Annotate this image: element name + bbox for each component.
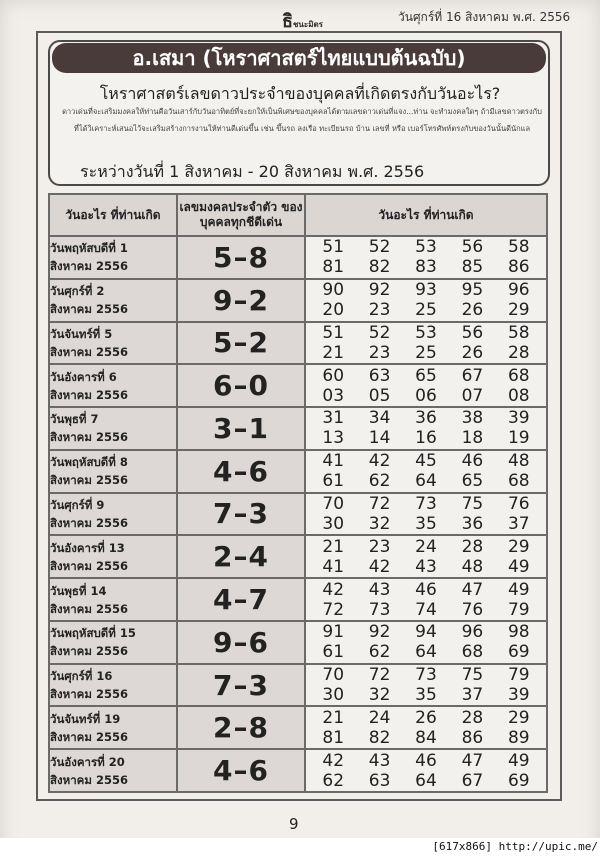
lucky-number: 67	[461, 770, 484, 791]
lucky-number: 76	[461, 599, 484, 620]
lucky-number: 26	[415, 707, 437, 728]
lucky-number: 46	[461, 451, 484, 472]
lucky-number: 95	[461, 280, 484, 301]
lucky-number: 31	[322, 408, 345, 429]
lucky-number: 56	[461, 322, 484, 343]
lucky-number: 43	[415, 556, 437, 577]
lucky-number: 28	[461, 536, 484, 557]
lucky-number: 41	[322, 556, 345, 577]
day-date: สิงหาคม 2556	[50, 344, 128, 359]
lucky-pair-cell: 4–6	[177, 450, 305, 493]
lucky-number: 72	[322, 599, 345, 620]
lucky-pair-cell: 9–2	[177, 279, 305, 322]
lucky-number: 86	[461, 727, 484, 748]
lucky-number: 73	[415, 665, 437, 686]
lucky-number: 14	[368, 428, 391, 449]
lucky-number: 53	[415, 237, 437, 258]
lucky-number: 46	[415, 750, 437, 771]
lucky-number: 73	[415, 493, 437, 514]
lucky-number: 69	[507, 770, 530, 791]
lucky-number: 16	[415, 428, 437, 449]
lucky-pair-cell: 7–3	[177, 664, 305, 707]
number-grid	[306, 451, 546, 491]
lucky-number: 43	[368, 579, 391, 600]
lucky-number: 84	[415, 727, 437, 748]
number-grid	[306, 494, 546, 534]
lucky-number: 25	[415, 342, 437, 363]
lucky-number: 26	[461, 342, 484, 363]
lucky-number: 94	[415, 622, 437, 643]
header-birth-day: วันอะไร ที่ท่านเกิด	[49, 194, 177, 236]
lucky-number: 39	[507, 408, 530, 429]
number-grid	[306, 237, 546, 277]
lucky-number: 29	[507, 536, 530, 557]
number-list-cell	[305, 322, 547, 365]
birth-day-cell	[49, 493, 177, 536]
day-date: สิงหาคม 2556	[50, 729, 128, 744]
lucky-number: 83	[415, 257, 437, 278]
lucky-number: 52	[368, 322, 391, 343]
lucky-number: 68	[507, 471, 530, 492]
day-label: วันศุกร์ที่ 9	[50, 497, 105, 512]
birth-day-cell	[49, 749, 177, 792]
lucky-number: 41	[322, 451, 345, 472]
lucky-number: 96	[507, 280, 530, 301]
table-row	[49, 279, 547, 322]
table-row	[49, 664, 547, 707]
lucky-number: 21	[322, 536, 345, 557]
day-label: วันอังคารที่ 20	[50, 754, 125, 769]
lucky-number: 32	[368, 685, 391, 706]
lucky-number: 49	[507, 556, 530, 577]
lucky-number: 36	[461, 513, 484, 534]
lucky-number: 70	[322, 665, 345, 686]
lucky-number: 48	[507, 451, 530, 472]
lucky-number: 65	[415, 365, 437, 386]
lucky-number: 72	[368, 493, 391, 514]
lucky-number: 58	[507, 322, 530, 343]
lucky-number: 30	[322, 513, 345, 534]
lucky-number: 64	[415, 642, 437, 663]
issue-date: วันศุกร์ที่ 16 สิงหาคม พ.ศ. 2556	[398, 10, 571, 24]
article-intro: ดาวเด่นที่จะเสริมมงคลให้ท่านคือวันเสาร์กับวันอาทิตย์ที่จะยกให้เป็นพิเศษของบุคคลได้ตามเลขดาวเด่นที่แจง...ท่าน จะทำมงคลใดๆ ถ้ามีเลขดาวตรงกับที่ได้วิเคราะห์เสนอไว้จะเสริมสร้างการงานให้ท่านดีเด่นขึ้น เช่น ขึ้นรถ ลงเรือ ทะเบียนรถ บ้าน เลขที่ หรือ เบอร์โทรศัพท์ตรงกับของวันนั้นดีนักแล	[62, 107, 542, 133]
lucky-number: 60	[322, 365, 345, 386]
lucky-number: 62	[368, 471, 391, 492]
lucky-number: 29	[507, 300, 530, 321]
number-grid	[306, 280, 546, 320]
lucky-number: 46	[415, 579, 437, 600]
lucky-number: 82	[368, 257, 391, 278]
number-list-cell	[305, 407, 547, 450]
lucky-number: 92	[368, 280, 391, 301]
lucky-number: 79	[507, 599, 530, 620]
number-list-cell	[305, 749, 547, 792]
lucky-number: 76	[507, 493, 530, 514]
lucky-number: 51	[322, 322, 345, 343]
page-number: 9	[289, 815, 299, 833]
lucky-number: 74	[415, 599, 437, 620]
number-grid	[306, 622, 546, 662]
number-list-cell	[305, 279, 547, 322]
number-grid	[306, 751, 546, 791]
lucky-number: 28	[507, 342, 530, 363]
lucky-pair-cell: 4–7	[177, 578, 305, 621]
lucky-pair-cell: 9–6	[177, 621, 305, 664]
header-numbers: วันอะไร ที่ท่านเกิด	[305, 194, 547, 236]
table-row	[49, 621, 547, 664]
table-row	[49, 535, 547, 578]
lucky-number: 98	[507, 622, 530, 643]
lucky-number: 89	[507, 727, 530, 748]
lucky-number: 34	[368, 408, 391, 429]
day-date: สิงหาคม 2556	[50, 772, 128, 787]
lucky-number: 67	[461, 365, 484, 386]
number-grid	[306, 537, 546, 577]
number-list-cell	[305, 236, 547, 279]
birth-day-cell	[49, 322, 177, 365]
lucky-number: 37	[461, 685, 484, 706]
lucky-number-table	[48, 193, 548, 793]
lucky-number: 52	[368, 237, 391, 258]
day-label: วันอังคารที่ 13	[50, 540, 125, 555]
lucky-number: 03	[322, 385, 345, 406]
day-date: สิงหาคม 2556	[50, 259, 128, 274]
table-row	[49, 322, 547, 365]
lucky-number: 72	[368, 665, 391, 686]
lucky-number: 49	[507, 750, 530, 771]
day-date: สิงหาคม 2556	[50, 644, 128, 659]
number-grid	[306, 366, 546, 406]
day-date: สิงหาคม 2556	[50, 601, 128, 616]
lucky-number: 13	[322, 428, 345, 449]
day-date: สิงหาคม 2556	[50, 687, 128, 702]
birth-day-cell	[49, 279, 177, 322]
birth-day-cell	[49, 578, 177, 621]
lucky-number: 28	[461, 707, 484, 728]
lucky-number: 48	[461, 556, 484, 577]
birth-day-cell	[49, 407, 177, 450]
lucky-number: 45	[415, 451, 437, 472]
lucky-number: 69	[507, 642, 530, 663]
table-row	[49, 407, 547, 450]
lucky-pair-cell: 2–4	[177, 535, 305, 578]
lucky-number: 85	[461, 257, 484, 278]
lucky-number: 24	[368, 707, 391, 728]
lucky-number: 86	[507, 257, 530, 278]
lucky-number: 26	[461, 300, 484, 321]
birth-day-cell	[49, 664, 177, 707]
lucky-number: 18	[461, 428, 484, 449]
lucky-number: 81	[322, 257, 345, 278]
lucky-number: 92	[368, 622, 391, 643]
day-label: วันพุธที่ 14	[50, 583, 107, 598]
lucky-pair-cell: 5–8	[177, 236, 305, 279]
lucky-number: 42	[368, 451, 391, 472]
table-row	[49, 236, 547, 279]
lucky-number: 32	[368, 513, 391, 534]
day-date: สิงหาคม 2556	[50, 515, 128, 530]
lucky-number: 29	[507, 707, 530, 728]
day-label: วันพฤหัสบดีที่ 8	[50, 455, 128, 470]
lucky-number: 63	[368, 770, 391, 791]
lucky-number: 75	[461, 665, 484, 686]
number-list-cell	[305, 664, 547, 707]
lucky-number: 08	[507, 385, 530, 406]
lucky-number: 62	[322, 770, 345, 791]
lucky-number: 07	[461, 385, 484, 406]
day-label: วันศุกร์ที่ 16	[50, 669, 113, 684]
lucky-number: 75	[461, 493, 484, 514]
day-label: วันศุกร์ที่ 2	[50, 284, 105, 299]
lucky-number: 30	[322, 685, 345, 706]
lucky-number: 62	[368, 642, 391, 663]
article-subtitle: โหราศาสตร์เลขดาวประจำของบุคคลที่เกิดตรงกับวันอะไร?	[99, 84, 501, 103]
lucky-pair-cell: 7–3	[177, 493, 305, 536]
number-list-cell	[305, 364, 547, 407]
number-grid	[306, 408, 546, 448]
lucky-number: 42	[368, 556, 391, 577]
lucky-number: 05	[368, 385, 391, 406]
lucky-number: 53	[415, 322, 437, 343]
image-footer-text: [617x866] http://upic.me/	[432, 840, 598, 853]
lucky-number: 21	[322, 342, 345, 363]
table-row	[49, 450, 547, 493]
birth-day-cell	[49, 364, 177, 407]
lucky-number: 70	[322, 493, 345, 514]
lucky-number: 68	[461, 642, 484, 663]
date-period: ระหว่างวันที่ 1 สิงหาคม - 20 สิงหาคม พ.ศ. 2556	[80, 162, 425, 181]
table-row	[49, 578, 547, 621]
lucky-number: 24	[415, 536, 437, 557]
number-list-cell	[305, 578, 547, 621]
lucky-number: 93	[415, 280, 437, 301]
number-grid	[306, 323, 546, 363]
birth-day-cell	[49, 450, 177, 493]
day-date: สิงหาคม 2556	[50, 473, 128, 488]
article-title: อ.เสมา (โหราศาสตร์ไทยแบบต้นฉบับ)	[52, 43, 546, 73]
day-label: วันพุธที่ 7	[50, 412, 99, 427]
magazine-logo: ธิชนะมิตร	[282, 11, 323, 32]
lucky-number: 58	[507, 237, 530, 258]
lucky-number: 61	[322, 642, 345, 663]
lucky-number: 56	[461, 237, 484, 258]
lucky-number: 38	[461, 408, 484, 429]
lucky-number: 82	[368, 727, 391, 748]
lucky-number: 91	[322, 622, 345, 643]
table-row	[49, 364, 547, 407]
day-date: สิงหาคม 2556	[50, 302, 128, 317]
lucky-number: 42	[322, 750, 345, 771]
lucky-pair-cell: 5–2	[177, 322, 305, 365]
lucky-number: 63	[368, 365, 391, 386]
day-date: สิงหาคม 2556	[50, 430, 128, 445]
lucky-number: 47	[461, 750, 484, 771]
lucky-number: 21	[322, 707, 345, 728]
lucky-pair-cell: 2–8	[177, 706, 305, 749]
lucky-number: 19	[507, 428, 530, 449]
lucky-number: 51	[322, 237, 345, 258]
lucky-pair-cell: 4–6	[177, 749, 305, 792]
number-list-cell	[305, 621, 547, 664]
table-row	[49, 493, 547, 536]
lucky-number: 68	[507, 365, 530, 386]
lucky-number: 35	[415, 685, 437, 706]
lucky-number: 23	[368, 342, 391, 363]
lucky-number: 35	[415, 513, 437, 534]
lucky-number: 36	[415, 408, 437, 429]
number-list-cell	[305, 450, 547, 493]
day-label: วันอังคารที่ 6	[50, 369, 117, 384]
lucky-number: 23	[368, 536, 391, 557]
lucky-number: 64	[415, 770, 437, 791]
lucky-number: 81	[322, 727, 345, 748]
lucky-number: 90	[322, 280, 345, 301]
day-label: วันพฤหัสบดีที่ 1	[50, 241, 128, 256]
lucky-number: 65	[461, 471, 484, 492]
birth-day-cell	[49, 535, 177, 578]
lucky-number: 25	[415, 300, 437, 321]
lucky-number: 79	[507, 665, 530, 686]
lucky-number: 43	[368, 750, 391, 771]
day-date: สิงหาคม 2556	[50, 558, 128, 573]
lucky-number: 06	[415, 385, 437, 406]
lucky-number: 20	[322, 300, 345, 321]
day-label: วันพฤหัสบดีที่ 15	[50, 626, 136, 641]
birth-day-cell	[49, 706, 177, 749]
birth-day-cell	[49, 236, 177, 279]
lucky-number: 61	[322, 471, 345, 492]
table-row	[49, 706, 547, 749]
number-list-cell	[305, 535, 547, 578]
day-date: สิงหาคม 2556	[50, 387, 128, 402]
lucky-number: 73	[368, 599, 391, 620]
day-label: วันจันทร์ที่ 5	[50, 326, 113, 341]
table-row	[49, 749, 547, 792]
number-grid	[306, 580, 546, 620]
lucky-number: 96	[461, 622, 484, 643]
lucky-number: 49	[507, 579, 530, 600]
number-list-cell	[305, 706, 547, 749]
number-grid	[306, 708, 546, 748]
lucky-pair-cell: 3–1	[177, 407, 305, 450]
lucky-number: 37	[507, 513, 530, 534]
lucky-number: 39	[507, 685, 530, 706]
birth-day-cell	[49, 621, 177, 664]
number-list-cell	[305, 493, 547, 536]
day-label: วันจันทร์ที่ 19	[50, 711, 121, 726]
lucky-number: 64	[415, 471, 437, 492]
lucky-number: 42	[322, 579, 345, 600]
lucky-pair-cell: 6–0	[177, 364, 305, 407]
lucky-number: 47	[461, 579, 484, 600]
header-lucky-pair: เลขมงคลประจำตัว ของบุคคลทุกชีดีเด่น	[177, 194, 305, 236]
lucky-number: 23	[368, 300, 391, 321]
number-grid	[306, 665, 546, 705]
